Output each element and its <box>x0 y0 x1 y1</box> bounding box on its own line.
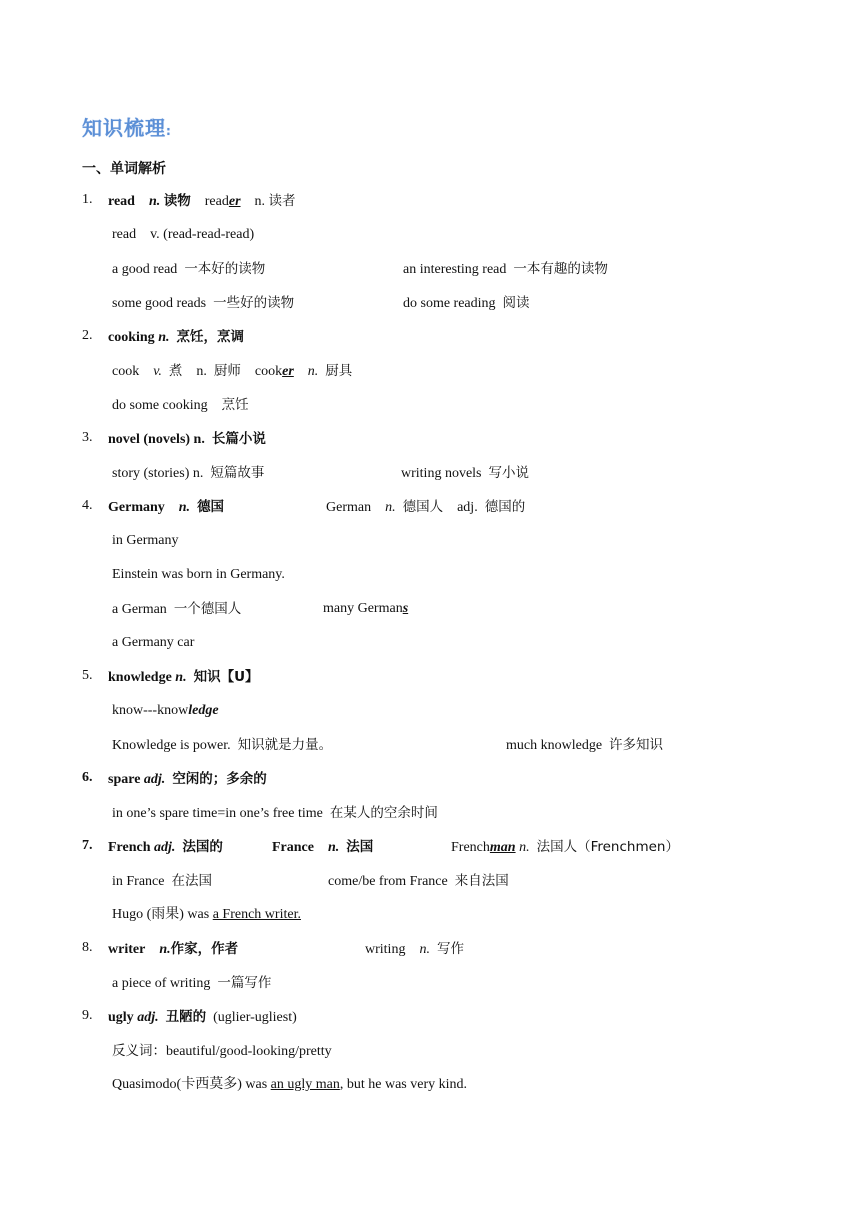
item-line: in one’s spare time=in one’s free time 在某人的空余时间 <box>112 805 438 821</box>
section-heading: 一、单词解析 <box>82 161 166 177</box>
item-number: 2. <box>82 328 93 343</box>
item-line: an interesting read 一本有趣的读物 <box>403 261 608 277</box>
item-number: 8. <box>82 940 93 955</box>
item-line: in France 在法国 <box>112 873 212 889</box>
item-line: 反义词：beautiful/good-looking/pretty <box>112 1043 332 1059</box>
page-title: 知识梳理: <box>82 116 172 140</box>
item-number: 9. <box>82 1008 93 1023</box>
item-line: a piece of writing 一篇写作 <box>112 975 272 991</box>
item-head: spare adj. 空闲的；多余的 <box>108 771 267 787</box>
item-line: Hugo (雨果) was a French writer. <box>112 907 301 922</box>
item-head-related: France n. 法国 <box>272 839 374 855</box>
item-line: cook v. 煮 n. 厨师 cooker n. 厨具 <box>112 363 353 379</box>
item-line: some good reads 一些好的读物 <box>112 295 295 311</box>
item-line: do some cooking 烹饪 <box>112 397 249 413</box>
item-line: come/be from France 来自法国 <box>328 873 509 889</box>
item-head: knowledge n. 知识【U】 <box>108 669 259 685</box>
item-line: a German 一个德国人 <box>112 601 242 617</box>
item-head: French adj. 法国的 <box>108 839 223 855</box>
item-head: cooking n. 烹饪，烹调 <box>108 329 244 345</box>
item-head: novel (novels) n. 长篇小说 <box>108 431 266 447</box>
item-line: a good read 一本好的读物 <box>112 261 266 277</box>
item-line: many Germans <box>323 601 409 616</box>
item-line: much knowledge 许多知识 <box>506 737 664 753</box>
item-head-related: German n. 德国人 adj. 德国的 <box>326 499 526 515</box>
item-head-related: Frenchman n. 法国人（Frenchmen） <box>451 839 679 855</box>
item-line: do some reading 阅读 <box>403 295 530 311</box>
item-number: 3. <box>82 430 93 445</box>
item-line: Einstein was born in Germany. <box>112 567 285 582</box>
item-line: in Germany <box>112 533 179 548</box>
item-line: Quasimodo(卡西莫多) was an ugly man, but he was very kind. <box>112 1077 468 1092</box>
item-line: Knowledge is power. 知识就是力量。 <box>112 737 333 753</box>
item-head: writer n.作家，作者 <box>108 941 239 957</box>
item-line: story (stories) n. 短篇故事 <box>112 465 265 481</box>
item-head-related: writing n. 写作 <box>365 941 464 957</box>
item-line: writing novels 写小说 <box>401 465 529 481</box>
item-line: read v. (read-read-read) <box>112 227 255 242</box>
item-head: ugly adj. 丑陋的 (uglier-ugliest) <box>108 1009 297 1025</box>
item-number: 7. <box>82 838 93 853</box>
item-number: 1. <box>82 192 93 207</box>
item-head: read n. 读物 reader n. 读者 <box>108 193 296 209</box>
item-line: know---knowledge <box>112 703 219 718</box>
item-head: Germany n. 德国 <box>108 499 225 515</box>
item-number: 5. <box>82 668 93 683</box>
item-line: a Germany car <box>112 635 195 650</box>
item-number: 4. <box>82 498 93 513</box>
item-number: 6. <box>82 770 93 785</box>
